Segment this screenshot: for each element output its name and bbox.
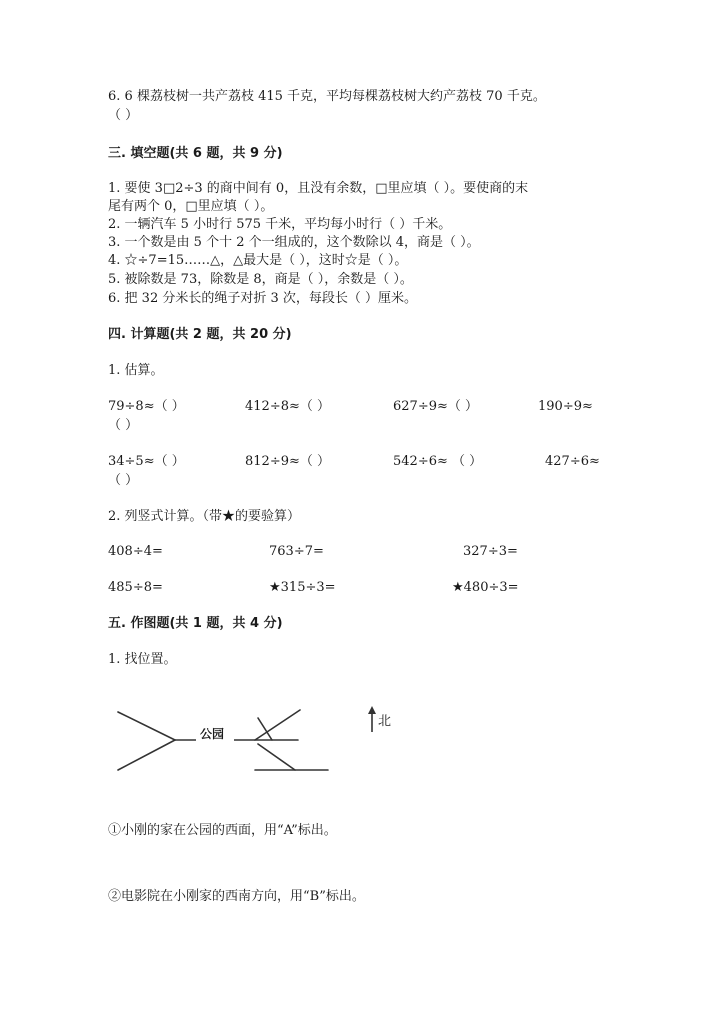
- fill-in-q3: 3. 一个数是由 5 个十 2 个一组成的，这个数除以 4，商是（ ）。: [108, 235, 480, 250]
- estimate-item: 190÷9≈: [538, 399, 593, 414]
- vertical-calc-item: 485÷8=: [108, 580, 163, 595]
- road-west-upper: [118, 712, 175, 740]
- vertical-calc-item: 327÷3=: [463, 544, 518, 559]
- drawing-sub-question-1: ①小刚的家在公园的西面，用“A”标出。: [108, 823, 337, 838]
- estimate-item: 627÷9≈（ ）: [393, 399, 479, 414]
- drawing-sub-question-2: ②电影院在小刚家的西南方向，用“B”标出。: [108, 889, 365, 904]
- fill-in-q1-line1: 1. 要使 3□2÷3 的商中间有 0，且没有余数，□里应填（ ）。要使商的末: [108, 181, 529, 196]
- fill-in-q6: 6. 把 32 分米长的绳子对折 3 次，每段长（ ）厘米。: [108, 291, 418, 306]
- estimate-item: （ ）: [108, 418, 139, 433]
- section-title-drawing: 五. 作图题(共 1 题，共 4 分): [108, 616, 283, 631]
- vertical-calc-title: 2. 列竖式计算。（带★的要验算）: [108, 509, 301, 524]
- fill-in-q2: 2. 一辆汽车 5 小时行 575 千米，平均每小时行（ ）千米。: [108, 217, 452, 232]
- road-east-lower: [258, 744, 295, 770]
- estimate-item: 79÷8≈（ ）: [108, 399, 185, 414]
- park-label: 公园: [200, 727, 225, 741]
- fill-in-q5: 5. 被除数是 73，除数是 8，商是（ ），余数是（ ）。: [108, 272, 413, 287]
- road-west-lower: [118, 740, 175, 770]
- vertical-calc-item: 763÷7=: [269, 544, 324, 559]
- section-title-calculation: 四. 计算题(共 2 题，共 20 分): [108, 327, 292, 342]
- vertical-calc-item: ★315÷3=: [269, 580, 336, 595]
- estimate-item: 812÷9≈（ ）: [245, 454, 331, 469]
- estimate-item: （ ）: [108, 473, 139, 488]
- estimate-title: 1. 估算。: [108, 363, 164, 378]
- north-arrow-icon: [368, 706, 376, 732]
- location-map: [110, 700, 410, 780]
- vertical-calc-item: ★480÷3=: [452, 580, 519, 595]
- fill-in-q1-line2: 尾有两个 0，□里应填（ ）。: [108, 199, 274, 214]
- north-label: 北: [378, 714, 392, 729]
- section-title-fill-in: 三. 填空题(共 6 题，共 9 分): [108, 146, 283, 161]
- drawing-q1-title: 1. 找位置。: [108, 652, 177, 667]
- estimate-item: 34÷5≈（ ）: [108, 454, 185, 469]
- estimate-item: 412÷8≈（ ）: [245, 399, 331, 414]
- vertical-calc-item: 408÷4=: [108, 544, 163, 559]
- question-6: 6. 6 棵荔枝树一共产荔枝 415 千克，平均每棵荔枝树大约产荔枝 70 千克。: [108, 89, 546, 104]
- answer-blank: （ ）: [108, 108, 139, 123]
- estimate-item: 542÷6≈ （ ）: [393, 454, 483, 469]
- estimate-item: 427÷6≈: [545, 454, 600, 469]
- fill-in-q4: 4. ☆÷7=15……△，△最大是（ ），这时☆是（ ）。: [108, 253, 408, 268]
